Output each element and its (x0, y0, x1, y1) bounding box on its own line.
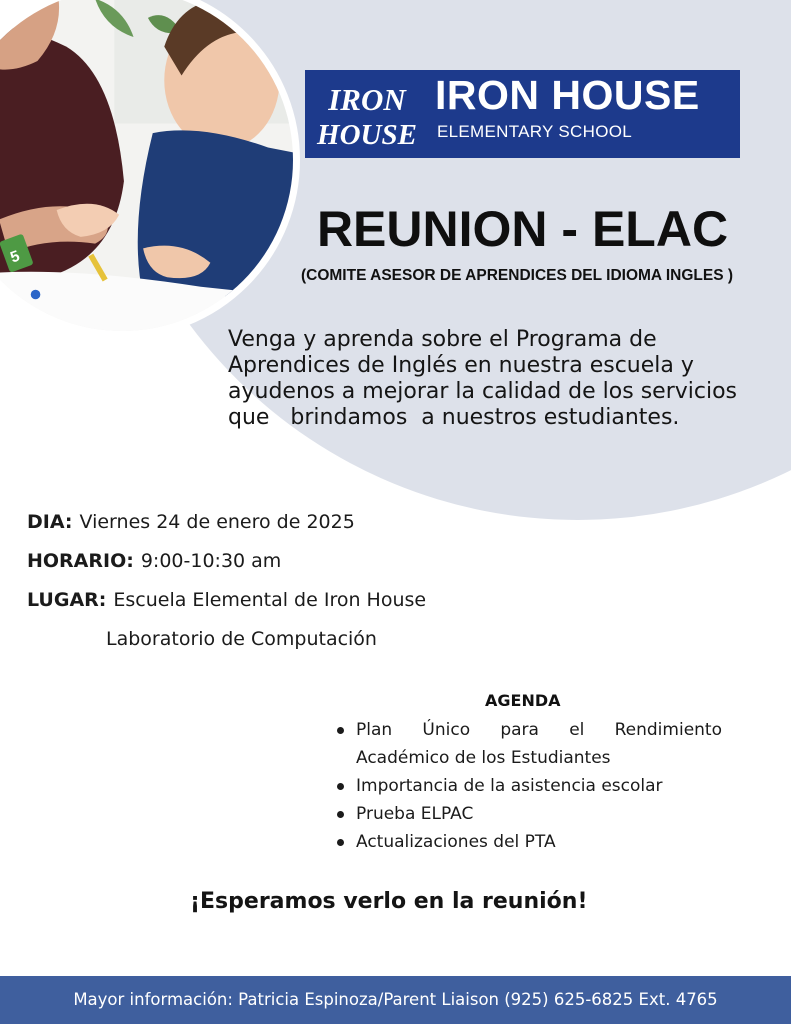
time-value: 9:00-10:30 am (140, 550, 282, 572)
meeting-place (27, 589, 426, 611)
svg-text:HOUSE: HOUSE (317, 119, 417, 150)
intro-paragraph (228, 327, 783, 431)
bullet-icon (337, 839, 344, 846)
school-type: ELEMENTARY SCHOOL (437, 122, 632, 141)
agenda-item-text: Actualizaciones del PTA (356, 832, 556, 852)
svg-text:IRON: IRON (328, 82, 406, 117)
agenda-title: AGENDA (485, 691, 561, 710)
bullet-icon (337, 727, 344, 734)
closing-message: ¡Esperamos verlo en la reunión! (190, 889, 588, 914)
agenda-item (337, 716, 722, 772)
place-value: Escuela Elemental de Iron House (113, 589, 427, 611)
contact-info: Mayor información: Patricia Espinoza/Parent Liaison (925) 625-6825 Ext. 4765 (73, 990, 718, 1009)
footer-bar (0, 976, 791, 1024)
agenda-list (337, 716, 722, 856)
agenda-item (337, 772, 722, 800)
school-name: IRON HOUSE (435, 72, 700, 118)
agenda-item-text: Prueba ELPAC (356, 804, 474, 824)
svg-text:5: 5 (8, 247, 23, 267)
place-label: LUGAR: (27, 589, 107, 611)
intro-line: ayudenos a mejorar la calidad de los servicios (228, 379, 737, 404)
agenda-item-text: Importancia de la asistencia escolar (356, 776, 663, 796)
agenda-item-line: Plan Único para el Rendimiento (356, 720, 722, 740)
page-subtitle: (COMITE ASESOR DE APRENDICES DEL IDIOMA INGLES ) (300, 267, 734, 284)
bullet-icon (337, 783, 344, 790)
agenda-item (337, 800, 722, 828)
day-label: DIA: (27, 511, 73, 533)
iron-house-logo-mark (315, 78, 419, 150)
day-value: Viernes 24 de enero de 2025 (79, 511, 355, 533)
bullet-icon (337, 811, 344, 818)
meeting-day (27, 511, 355, 533)
intro-line: Venga y aprenda sobre el Programa de (228, 327, 657, 352)
intro-line: que brindamos a nuestros estudiantes. (228, 405, 680, 430)
meeting-time (27, 550, 281, 572)
page-title: REUNION - ELAC (316, 201, 729, 257)
school-logo-banner (305, 70, 740, 158)
agenda-item-line: Académico de los Estudiantes (356, 748, 611, 768)
meeting-place-room: Laboratorio de Computación (106, 628, 377, 650)
time-label: HORARIO: (27, 550, 134, 572)
intro-line: Aprendices de Inglés en nuestra escuela y (228, 353, 694, 378)
photo-illustration (0, 0, 293, 331)
agenda-item (337, 828, 722, 856)
